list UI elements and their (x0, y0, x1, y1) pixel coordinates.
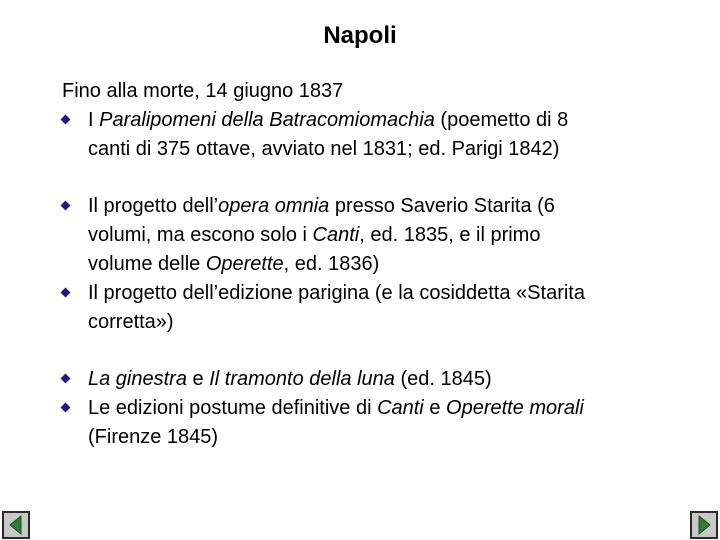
triangle-left-icon (4, 513, 28, 537)
bullet-line (88, 365, 702, 394)
next-slide-button[interactable] (690, 511, 718, 539)
bullet-paralipomeni (62, 106, 702, 164)
text-run: , ed. 1836) (283, 253, 380, 275)
bullet-line: canti di 375 ottave, avviato nel 1831; ed. Parigi 1842) (88, 138, 560, 160)
text-run: Il progetto dell’ (88, 195, 219, 217)
italic-title: Paralipomeni della Batracomiomachia (99, 109, 435, 131)
text-run: (ed. 1845) (394, 368, 492, 390)
bullet-ginestra (62, 365, 702, 394)
italic-title: Canti (377, 397, 424, 419)
bullet-icon (61, 403, 71, 413)
italic-title: Il tramonto della luna (209, 368, 395, 390)
text-run: volumi, ma escono solo i (88, 224, 313, 246)
slide-title: Napoli (323, 22, 397, 49)
spacer (62, 337, 702, 365)
bullet-line (88, 250, 702, 279)
text-run: , ed. 1835, e il primo (359, 224, 541, 246)
bullet-line (88, 221, 702, 250)
bullet-line (88, 394, 702, 423)
bullet-line: (Firenze 1845) (88, 426, 219, 448)
italic-title: opera omnia (218, 195, 330, 217)
text-run: I (88, 109, 100, 131)
slide-body (62, 77, 702, 452)
text-run: Le edizioni postume definitive di (88, 397, 378, 419)
bullet-icon (61, 115, 71, 125)
bullet-edizioni-postume (62, 394, 702, 452)
bullet-icon (61, 374, 71, 384)
text-run: volume delle (88, 253, 206, 275)
bullet-line: corretta») (88, 311, 174, 333)
bullet-line (88, 192, 702, 221)
previous-slide-button[interactable] (2, 511, 30, 539)
italic-title: La ginestra (88, 368, 187, 390)
text-run: e (423, 397, 447, 419)
text-run: presso Saverio Starita (6 (329, 195, 555, 217)
italic-title: Canti (312, 224, 360, 246)
text-run: (poemetto di 8 (434, 109, 569, 131)
bullet-line: Il progetto dell’edizione parigina (e la cosiddetta «Starita (88, 282, 585, 304)
italic-title: Operette (205, 253, 284, 275)
bullet-icon (61, 288, 71, 298)
bullet-edizione-parigina (62, 279, 702, 337)
bullet-line (88, 106, 702, 135)
bullet-opera-omnia (62, 192, 702, 279)
intro-text: Fino alla morte, 14 giugno 1837 (62, 80, 344, 102)
triangle-right-icon (692, 513, 716, 537)
text-run: e (186, 368, 210, 390)
italic-title: Operette morali (446, 397, 584, 419)
bullet-icon (61, 201, 71, 211)
spacer (62, 164, 702, 192)
